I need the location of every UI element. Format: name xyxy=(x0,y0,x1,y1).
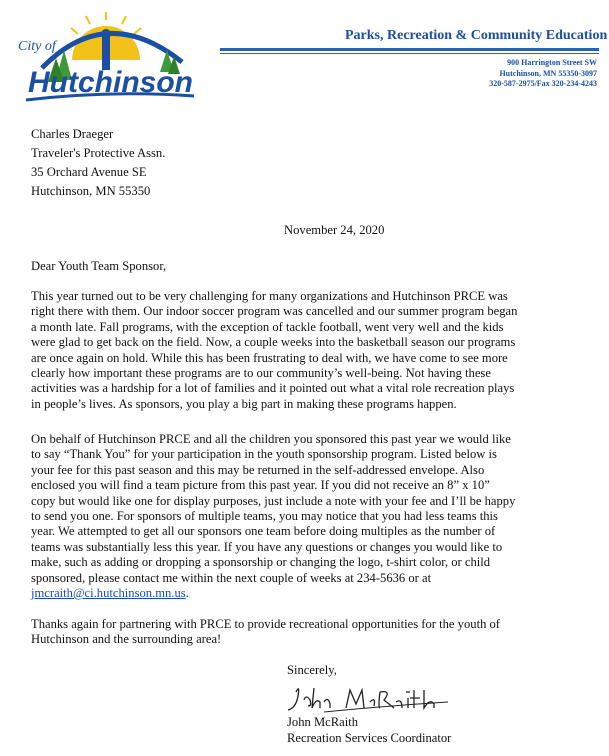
letterhead-rule-thin xyxy=(220,53,599,54)
paragraph-line: your fee for this past season and this may be returned in the self-addressed envelope. Also xyxy=(31,462,485,477)
paragraph-line: sponsored, please contact me within the next couple of weeks at 234-5636 or at xyxy=(31,570,432,585)
paragraph-2 xyxy=(31,432,581,601)
recipient-name: Charles Draeger xyxy=(31,127,114,141)
paragraph-line: teams was substantially less this year. If you have any questions or changes you would like to xyxy=(31,539,503,554)
paragraph-line: are once again on hold. While this has been frustrating to deal with, we have come to see more xyxy=(31,350,508,365)
recipient-city-state-zip: Hutchinson, MN 55350 xyxy=(31,184,151,198)
email-line xyxy=(31,586,581,601)
department-title: Parks, Recreation & Community Education xyxy=(345,28,608,43)
address-line2: Hutchinson, MN 55350-3097 xyxy=(499,68,597,78)
phone-fax: 320-587-2975/Fax 320-234-4243 xyxy=(489,79,597,88)
paragraph-line: Thanks again for partnering with PRCE to provide recreational opportunities for the youth of xyxy=(31,617,501,631)
logo-city-of-text: City of xyxy=(18,39,56,54)
paragraph-1 xyxy=(31,289,581,412)
recipient-organization: Traveler's Protective Assn. xyxy=(31,146,166,160)
address-line1: 900 Harrington Street SW xyxy=(507,58,597,67)
signer-title: Recreation Services Coordinator xyxy=(287,731,452,745)
signer-name: John McRaith xyxy=(287,715,359,729)
paragraph-line: enclosed you will find a team picture from this past year. If you did not receive an 8” x 10” xyxy=(31,478,490,493)
recipient-address-block xyxy=(31,125,165,201)
paragraph-line: This year turned out to be very challenging for many organizations and Hutchinson PRCE was xyxy=(31,289,508,303)
paragraph-line: make, such as adding or dropping a sponsorship or changing the logo, t-shirt color, or child xyxy=(31,555,491,570)
letter-date: November 24, 2020 xyxy=(284,223,385,237)
recipient-street: 35 Orchard Avenue SE xyxy=(31,165,147,179)
paragraph-line: to send you one. For sponsors of multiple teams, you may notice that you had less teams this xyxy=(31,509,498,524)
paragraph-line: year. We attempted to get all our sponsors one team before doing multiples as the number of xyxy=(31,524,496,539)
salutation: Dear Youth Team Sponsor, xyxy=(31,259,167,273)
paragraph-line: activities was a hardship for a lot of families and it pointed out what a vital role recreation plays xyxy=(31,381,515,396)
paragraph-line: to say “Thank You” for your participation in the youth sponsorship program. Listed below is xyxy=(31,447,497,462)
handwritten-signature xyxy=(284,678,454,718)
contact-email-link[interactable]: jmcraith@ci.hutchinson.mn.us xyxy=(31,586,186,601)
paragraph-line: On behalf of Hutchinson PRCE and all the children you sponsored this past year we would like xyxy=(31,432,511,446)
city-of-hutchinson-logo xyxy=(12,10,202,106)
paragraph-line: in people’s lives. As sponsors, you play a big part in making these programs happen. xyxy=(31,396,457,411)
paragraph-line: right there with them. Our indoor soccer program was cancelled and our summer program began xyxy=(31,304,518,319)
paragraph-line: were glad to get back on the field. Now, a couple weeks into the basketball season our programs xyxy=(31,335,516,350)
paragraph-line: copy but would like one for display purposes, just include a note with your fee and I’ll be happy xyxy=(31,493,516,508)
paragraph-3 xyxy=(31,617,581,648)
department-address xyxy=(489,58,597,90)
paragraph-line: Hutchinson and the surrounding area! xyxy=(31,632,222,647)
closing: Sincerely, xyxy=(287,663,337,677)
letterhead-rule-thick xyxy=(220,48,599,51)
paragraph-line: clearly how important these programs are to our community’s well-being. Not having these xyxy=(31,366,491,381)
paragraph-line: a month late. Fall programs, with the exception of tackle football, went very well and the kids xyxy=(31,319,504,334)
logo-hutchinson-wordmark: Hutchinson xyxy=(28,66,193,99)
signer-block xyxy=(287,714,451,746)
email-period: . xyxy=(185,586,189,601)
